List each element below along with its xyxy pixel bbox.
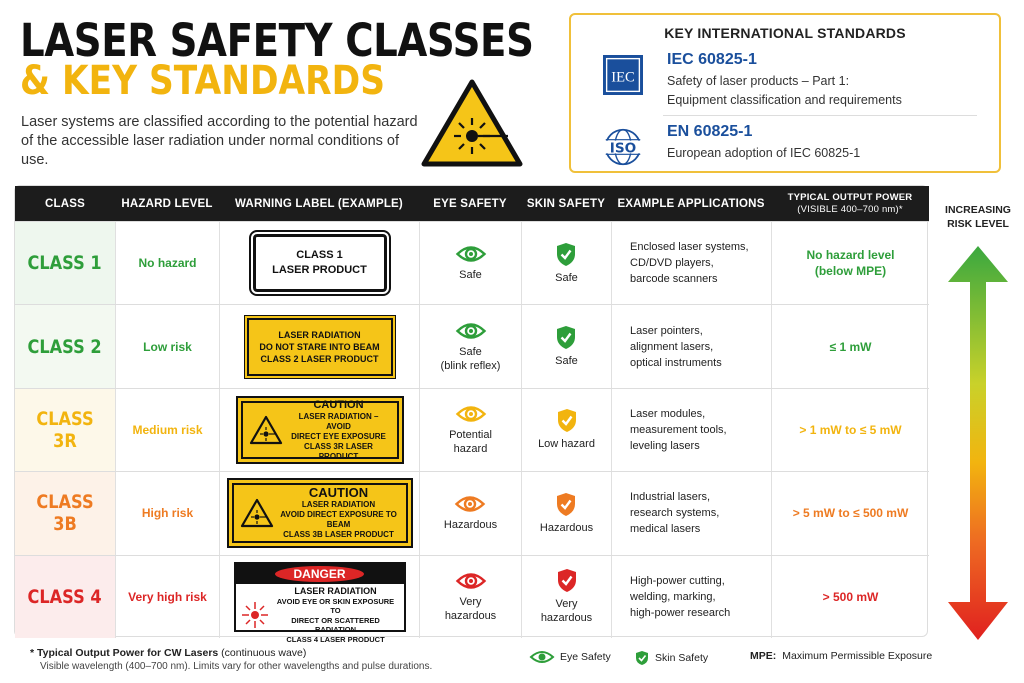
standard-desc: European adoption of IEC 60825-1 bbox=[667, 146, 861, 160]
legend-mpe: MPE: Maximum Permissible Exposure bbox=[750, 650, 933, 662]
power-cell: > 5 mW to ≤ 500 mW bbox=[771, 472, 929, 554]
legend-eye: Eye Safety bbox=[530, 650, 611, 664]
legend-skin: Skin Safety bbox=[635, 650, 708, 666]
laser-warning-icon bbox=[420, 78, 524, 168]
header-eye: EYE SAFETY bbox=[433, 197, 507, 210]
iec-logo-text: IEC bbox=[611, 69, 635, 86]
eye-cell: Potential hazard bbox=[419, 389, 521, 471]
label-cell bbox=[219, 389, 419, 471]
shield-icon bbox=[555, 492, 577, 517]
intro-text: Laser systems are classified according to the potential hazard of the accessible laser radiation under normal conditions of use. bbox=[21, 114, 418, 168]
table-row bbox=[15, 555, 929, 644]
class-cell: CLASS 4 bbox=[15, 556, 115, 638]
class-cell: CLASS 3B bbox=[15, 472, 115, 554]
eye-icon bbox=[456, 321, 486, 341]
standards-panel bbox=[569, 13, 1001, 173]
risk-gradient-arrow bbox=[946, 246, 1010, 640]
standard-name: EN 60825-1 bbox=[667, 123, 753, 140]
header-hazard: HAZARD LEVEL bbox=[121, 197, 213, 210]
shield-icon bbox=[556, 408, 578, 433]
hazard-cell: Medium risk bbox=[115, 389, 219, 471]
page-title: LASER SAFETY CLASSES bbox=[20, 14, 534, 67]
standard-name: IEC 60825-1 bbox=[667, 51, 757, 68]
laser-warning-icon bbox=[249, 415, 283, 445]
eye-cell: Very hazardous bbox=[419, 556, 521, 638]
skin-cell: Safe bbox=[521, 305, 611, 387]
table-row bbox=[15, 471, 929, 554]
iso-logo-text: ISO bbox=[609, 140, 637, 157]
label-cell bbox=[219, 222, 419, 304]
risk-arrow-label: INCREASING RISK LEVEL bbox=[945, 204, 1011, 230]
power-cell: > 1 mW to ≤ 5 mW bbox=[771, 389, 929, 471]
skin-cell: Very hazardous bbox=[521, 556, 611, 638]
eye-cell: Hazardous bbox=[419, 472, 521, 554]
hazard-cell: Very high risk bbox=[115, 556, 219, 638]
skin-cell: Safe bbox=[521, 222, 611, 304]
table-row bbox=[15, 304, 929, 387]
iec-logo-icon bbox=[599, 55, 647, 95]
eye-cell: Safe bbox=[419, 222, 521, 304]
eye-icon bbox=[456, 571, 486, 591]
eye-cell: Safe (blink reflex) bbox=[419, 305, 521, 387]
warning-label: DANGER LASER RADIATION AVOID EYE OR SKIN EXPOSURE TO DIRECT OR SCATTERED RADIATION CLASS 4 LASER PRODUCT bbox=[234, 562, 406, 632]
apps-cell: Industrial lasers, research systems, medical lasers bbox=[611, 472, 771, 554]
warning-label: CAUTION LASER RADIATION – AVOID DIRECT EYE EXPOSURE CLASS 3R LASER PRODUCT bbox=[241, 401, 399, 459]
apps-cell: Laser modules, measurement tools, leveling lasers bbox=[611, 389, 771, 471]
laser-starburst-icon bbox=[240, 600, 270, 630]
page-subtitle: & KEY STANDARDS bbox=[20, 58, 386, 104]
header-power: TYPICAL OUTPUT POWER (VISIBLE 400–700 nm)* bbox=[787, 191, 913, 215]
laser-class-table bbox=[14, 185, 928, 644]
iso-logo-icon bbox=[599, 127, 647, 167]
class-cell: CLASS 2 bbox=[15, 305, 115, 387]
power-cell: > 500 mW bbox=[771, 556, 929, 638]
apps-cell: Enclosed laser systems, CD/DVD players, barcode scanners bbox=[611, 222, 771, 304]
standard-item bbox=[595, 51, 995, 107]
header-class: CLASS bbox=[45, 197, 85, 210]
table-header bbox=[15, 186, 929, 221]
table-row bbox=[15, 388, 929, 471]
apps-cell: High-power cutting, welding, marking, high-power research bbox=[611, 556, 771, 638]
divider bbox=[663, 115, 977, 116]
footnote-line1: * Typical Output Power for CW Lasers (continuous wave) bbox=[30, 647, 307, 659]
hazard-cell: No hazard bbox=[115, 222, 219, 304]
standards-title: KEY INTERNATIONAL STANDARDS bbox=[664, 25, 906, 41]
header-skin: SKIN SAFETY bbox=[526, 197, 606, 210]
apps-cell: Laser pointers, alignment lasers, optical instruments bbox=[611, 305, 771, 387]
label-cell bbox=[219, 556, 419, 644]
table-row bbox=[15, 221, 929, 304]
hazard-cell: Low risk bbox=[115, 305, 219, 387]
class-cell: CLASS 3R bbox=[15, 389, 115, 471]
skin-cell: Hazardous bbox=[521, 472, 611, 554]
standard-desc: Safety of laser products – Part 1: Equipment classification and requirements bbox=[667, 74, 902, 107]
laser-warning-icon bbox=[240, 498, 274, 528]
label-cell bbox=[219, 305, 419, 387]
eye-icon bbox=[455, 494, 485, 514]
skin-cell: Low hazard bbox=[521, 389, 611, 471]
eye-icon bbox=[530, 650, 554, 664]
shield-icon bbox=[635, 650, 649, 666]
header-label: WARNING LABEL (EXAMPLE) bbox=[235, 197, 403, 210]
shield-icon bbox=[556, 568, 578, 593]
shield-icon bbox=[555, 242, 577, 267]
shield-icon bbox=[555, 325, 577, 350]
eye-icon bbox=[456, 244, 486, 264]
power-cell: ≤ 1 mW bbox=[771, 305, 929, 387]
warning-label: CLASS 1 LASER PRODUCT bbox=[253, 234, 387, 292]
hazard-cell: High risk bbox=[115, 472, 219, 554]
warning-label: LASER RADIATION DO NOT STARE INTO BEAM CLASS 2 LASER PRODUCT bbox=[247, 318, 393, 376]
class-cell: CLASS 1 bbox=[15, 222, 115, 304]
eye-icon bbox=[456, 404, 486, 424]
label-cell bbox=[219, 472, 419, 554]
standard-item bbox=[595, 123, 995, 179]
header-apps: EXAMPLE APPLICATIONS bbox=[617, 197, 765, 210]
power-cell: No hazard level (below MPE) bbox=[771, 222, 929, 304]
footnote-line2: Visible wavelength (400–700 nm). Limits vary for other wavelengths and pulse durations. bbox=[40, 661, 433, 672]
warning-label: CAUTION LASER RADIATION AVOID DIRECT EXPOSURE TO BEAM CLASS 3B LASER PRODUCT bbox=[232, 483, 408, 543]
